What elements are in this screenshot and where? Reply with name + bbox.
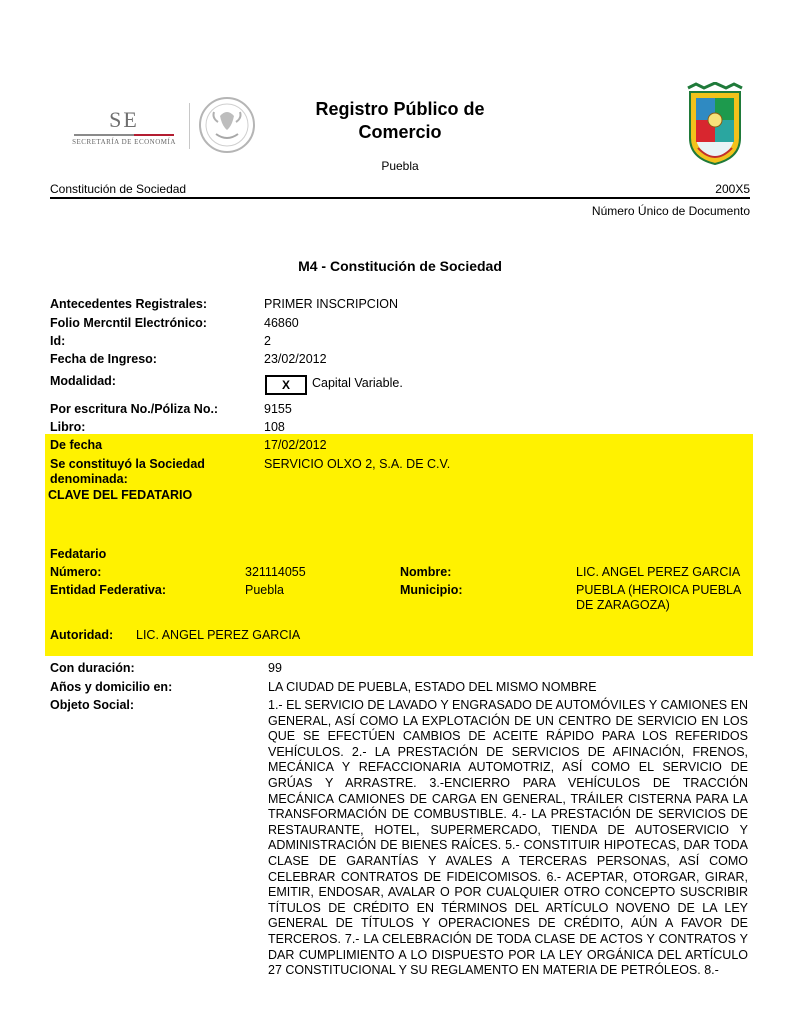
se-logo-subtitle: SECRETARÍA DE ECONOMÍA [72,138,176,146]
modalidad-checkbox: X [265,375,307,395]
libro-value: 108 [264,420,285,434]
municipio-value-line1: PUEBLA (HEROICA PUEBLA [576,583,742,597]
de-fecha-label: De fecha [50,438,103,452]
escritura-value: 9155 [264,402,292,416]
puebla-coat-of-arms-icon [684,82,746,166]
entidad-label: Entidad Federativa: [50,583,166,597]
escritura-label: Por escritura No./Póliza No.: [50,402,219,416]
modalidad-label: Modalidad: [50,374,116,388]
document-type: Constitución de Sociedad [50,182,187,196]
document-code: 200X5 [715,182,750,196]
id-label: Id: [50,334,66,348]
libro-label: Libro: [50,420,86,434]
sociedad-label-line2: denominada: [50,472,128,486]
domicilio-value: LA CIUDAD DE PUEBLA, ESTADO DEL MISMO NOMBRE [268,680,597,694]
form-title: M4 - Constitución de Sociedad [298,258,502,274]
modalidad-value: Capital Variable. [312,376,403,390]
numero-label: Número: [50,565,102,579]
id-value: 2 [264,334,271,348]
domicilio-label: Años y domicilio en: [50,680,173,694]
folio-label: Folio Mercntil Electrónico: [50,316,207,330]
numero-value: 321114055 [245,565,306,579]
registry-title-line2: Comercio [358,122,442,142]
clave-fedatario-label: CLAVE DEL FEDATARIO [48,488,193,502]
sociedad-label-line1: Se constituyó la Sociedad [50,457,205,471]
state-name: Puebla [381,159,419,173]
autoridad-value: LIC. ANGEL PEREZ GARCIA [136,628,301,642]
registry-title-line1: Registro Público de [315,99,485,119]
duracion-value: 99 [268,661,282,675]
header-rule [50,197,750,199]
logo-divider [189,103,190,149]
national-seal-icon [198,96,256,154]
entidad-value: Puebla [245,583,284,597]
antecedentes-label: Antecedentes Registrales: [50,297,208,311]
sociedad-value: SERVICIO OLXO 2, S.A. DE C.V. [264,457,451,471]
municipio-value-line2: DE ZARAGOZA) [576,598,670,612]
nombre-label: Nombre: [400,565,452,579]
se-logo-rule [74,134,174,136]
fecha-ingreso-label: Fecha de Ingreso: [50,352,157,366]
autoridad-label: Autoridad: [50,628,114,642]
se-logo-abbr: SE [109,107,139,132]
secretaria-economia-logo [72,107,176,147]
antecedentes-value: PRIMER INSCRIPCION [264,297,399,311]
objeto-social-value: 1.- EL SERVICIO DE LAVADO Y ENGRASADO DE AUTOMÓVILES Y CAMIONES EN GENERAL, ASÍ COMO LA EXPLOTACIÓN DE UN CENTRO DE SERVICIO EN LOS QUE SE EFECTÚEN CAMBIOS DE ACEITE RÁPIDO PARA LOS REFERIDOS VEHÍCULOS. 2.- LA PRESTACIÓN DE SERVICIOS DE AFINACIÓN, FRENOS, MECÁNICA Y REFACCIONARIA AUTOMOTRIZ, ASÍ COMO EL SERVICIO DE GRÚAS Y ARRASTRE. 3.-ENCIERRO PARA VEHÍCULOS DE TRACCIÓN MECÁNICA CAMIONES DE CARGA EN GENERAL, TRÁILER CISTERNA PARA LA TRANSFORMACIÓN DE COMBUSTIBLE. 4.- LA PRESTACIÓN DE SERVICIOS DE RESTAURANTE, HOTEL, SUPERMERCADO, TIENDA DE AUTOSERVICIO Y ADMINISTRACIÓN DE BIENES RAÍCES. 5.- CONSTITUIR HIPOTECAS, DAR TODA CLASE DE GARANTÍAS Y AVALES A TERCERAS PERSONAS, ASÍ COMO CELEBRAR CONTRATOS DE FIDEICOMISOS. 6.- ACEPTAR, OTORGAR, GIRAR, EMITIR, ENDOSAR, AVALAR O POR CUALQUIER OTRO CONCEPTO SUSCRIBIR TÍTULOS DE CRÉDITO EN TÉRMINOS DEL ARTÍCULO NOVENO DE LA LEY GENERAL DE TÍTULOS Y OPERACIONES DE CRÉDITO, AÚN A FAVOR DE TERCEROS. 7.- LA CELEBRACIÓN DE TODA CLASE DE ACTOS Y CONTRATOS Y DAR CUMPLIMIENTO A LO DISPUESTO POR LA LEY ORGÁNICA DEL ARTÍCULO 27 CONSTITUCIONAL Y SU REGLAMENTO EN MATERIA DE PETRÓLEOS. 8.- [268,698,748,978]
fedatario-label: Fedatario [50,547,107,561]
unique-document-label: Número Único de Documento [591,204,750,218]
objeto-social-label: Objeto Social: [50,698,135,712]
nombre-value: LIC. ANGEL PEREZ GARCIA [576,565,741,579]
municipio-label: Municipio: [400,583,463,597]
folio-value: 46860 [264,316,299,330]
fecha-ingreso-value: 23/02/2012 [264,352,327,366]
de-fecha-value: 17/02/2012 [264,438,327,452]
registry-title [270,98,530,144]
duracion-label: Con duración: [50,661,135,675]
